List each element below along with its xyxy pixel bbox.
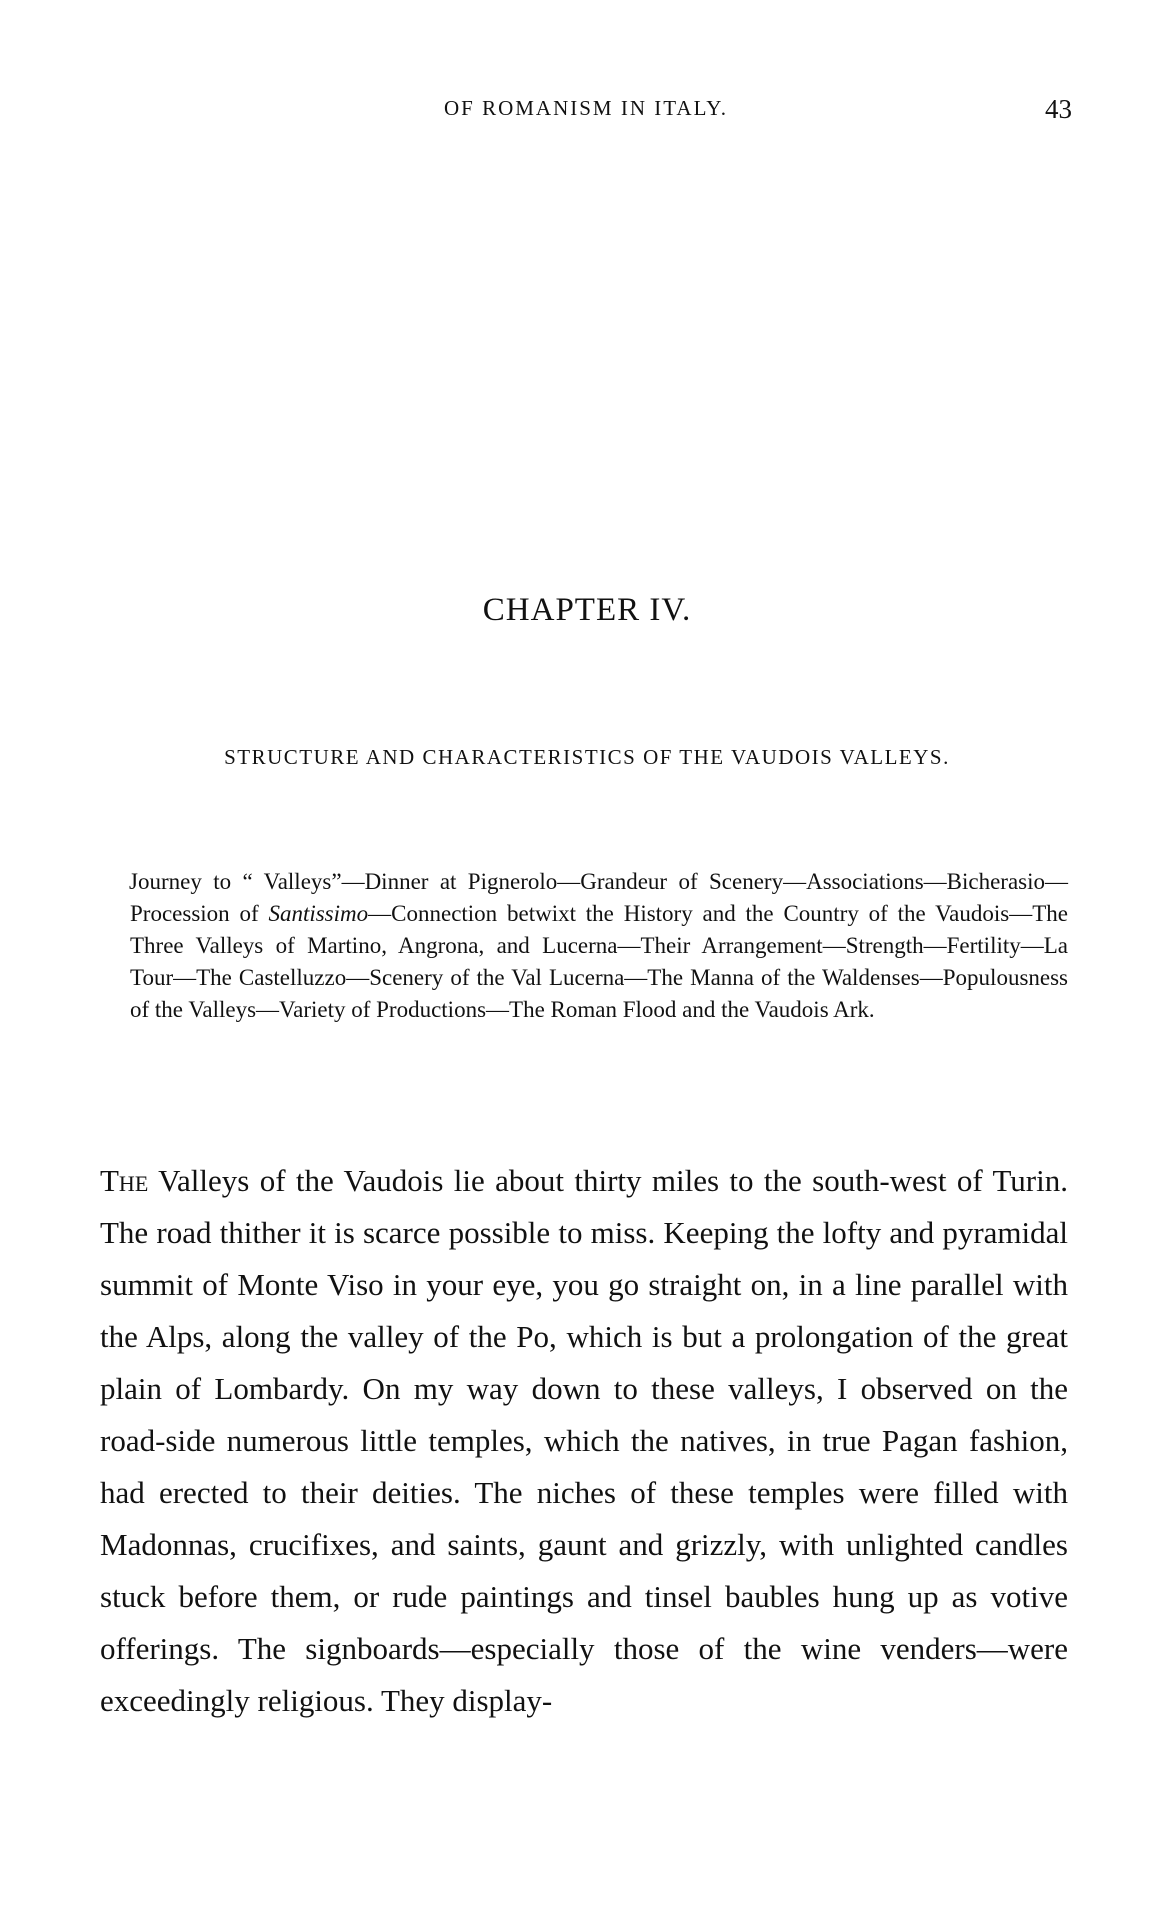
body-paragraph-text: Valleys of the Vaudois lie about thirty miles to the south-west of Turin. The road thither it is scarce possible to miss. Keeping the lofty and pyramidal summit of Monte Viso in your eye, you go straight on, in a line parallel with the Alps, along the valley of the Po, which is but a prolongation of the great plain of Lombardy. On my way down to these valleys, I observed on the road-side numerous little temples, which the natives, in true Pagan fashion, had erected to their deities. The niches of these temples were filled with Madonnas, crucifixes, and saints, gaunt and grizzly, with unlighted candles stuck before them, or rude paintings and tinsel baubles hung up as votive offerings. The signboards—especially those of the wine venders—were exceedingly religious. They display- bbox=[100, 1163, 1068, 1718]
running-head bbox=[100, 96, 1072, 136]
chapter-synopsis bbox=[130, 866, 1068, 1026]
body-paragraph bbox=[100, 1155, 1068, 1727]
chapter-title: STRUCTURE AND CHARACTERISTICS OF THE VAUDOIS VALLEYS. bbox=[224, 745, 950, 769]
page-number: 43 bbox=[1045, 94, 1072, 124]
synopsis-italic-term: Santissimo bbox=[268, 901, 369, 926]
running-title: OF ROMANISM IN ITALY. bbox=[443, 96, 728, 120]
synopsis-text-part-2: —Connection betwixt the History and the Country of the Vaudois—The Three Valleys of Martino, Angrona, and Lucerna—Their Arrangement—Strength—Fertility—La Tour—The Castelluzzo—Scenery of the Val Lucerna—The Manna of the Waldenses—Populousness of the Valleys—Variety of Productions—The Roman Flood and the Vaudois Ark. bbox=[130, 901, 1068, 1022]
chapter-heading: CHAPTER IV. bbox=[482, 592, 692, 628]
synopsis-text-part-1: Journey to “ Valleys”—Dinner at Pignerolo—Grandeur of Scenery—Associations—Bicherasio—Procession of bbox=[129, 869, 1068, 926]
opening-word: The bbox=[100, 1163, 149, 1198]
